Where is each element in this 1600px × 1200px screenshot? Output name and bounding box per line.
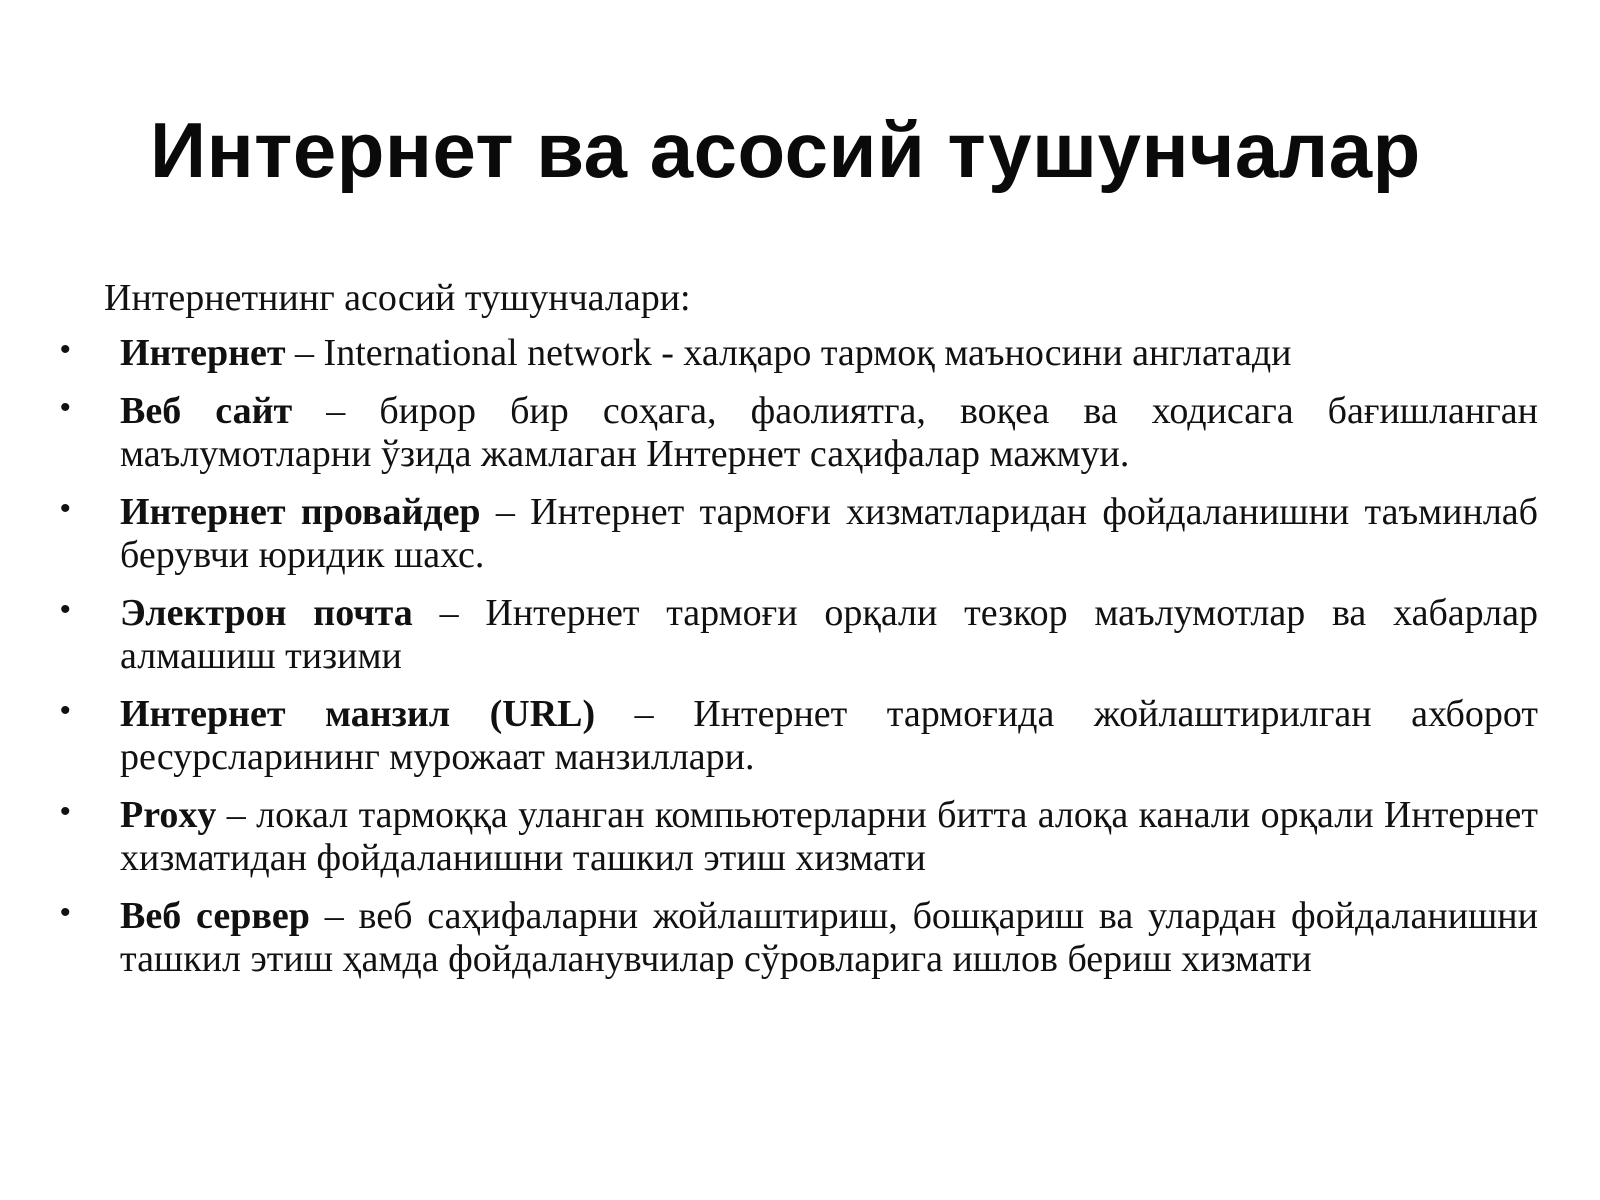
list-item xyxy=(60,693,1538,779)
bullet-icon: • xyxy=(60,694,71,727)
term-label: Интернет провайдер xyxy=(120,491,481,533)
term-label: Интернет xyxy=(120,332,286,374)
slide-title: Интернет ва асосий тушунчалар xyxy=(150,106,1421,194)
bullet-icon: • xyxy=(60,896,71,929)
term-label: Электрон почта xyxy=(120,592,413,634)
definitions-list xyxy=(60,332,1538,996)
intro-text: Интернетнинг асосий тушунчалари: xyxy=(104,277,691,319)
term-label: Веб сайт xyxy=(120,390,293,432)
list-item xyxy=(60,390,1538,476)
term-label: Proxy xyxy=(120,794,217,836)
bullet-icon: • xyxy=(60,593,71,626)
list-item xyxy=(60,592,1538,678)
term-definition: – Интернет тармоғи хизматларидан фойдаланишни таъминлаб берувчи юридик шахс. xyxy=(120,491,1539,576)
bullet-icon: • xyxy=(60,333,71,366)
list-item xyxy=(60,332,1538,375)
term-definition: – Интернет тармоғи орқали тезкор маълумотлар ва хабарлар алмашиш тизими xyxy=(120,592,1538,677)
term-label: Интернет манзил (URL) xyxy=(120,693,596,735)
term-definition: – веб саҳифаларни жойлаштириш, бошқариш ва улардан фойдаланишни ташкил этиш ҳамда фойдаланувчилар сўровларига ишлов бериш хизмати xyxy=(120,895,1538,980)
term-definition: – Интернет тармоғида жойлаштирилган ахборот ресурсларининг мурожаат манзиллари. xyxy=(120,693,1538,778)
term-label: Веб сервер xyxy=(120,895,310,937)
term-definition: – локал тармоққа уланган компьютерларни битта алоқа канали орқали Интернет хизматидан фойдаланишни ташкил этиш хизмати xyxy=(120,794,1538,879)
bullet-icon: • xyxy=(60,795,71,828)
list-item xyxy=(60,794,1538,880)
bullet-icon: • xyxy=(60,492,71,525)
term-definition: – бирор бир соҳага, фаолиятга, воқеа ва ходисага бағишланган маълумотларни ўзида жамлаган Интернет саҳифалар мажмуи. xyxy=(120,390,1538,475)
bullet-icon: • xyxy=(60,391,71,424)
list-item xyxy=(60,491,1538,577)
term-definition: – International network - халқаро тармоқ маъносини англатади xyxy=(285,332,1292,374)
list-item xyxy=(60,895,1538,981)
